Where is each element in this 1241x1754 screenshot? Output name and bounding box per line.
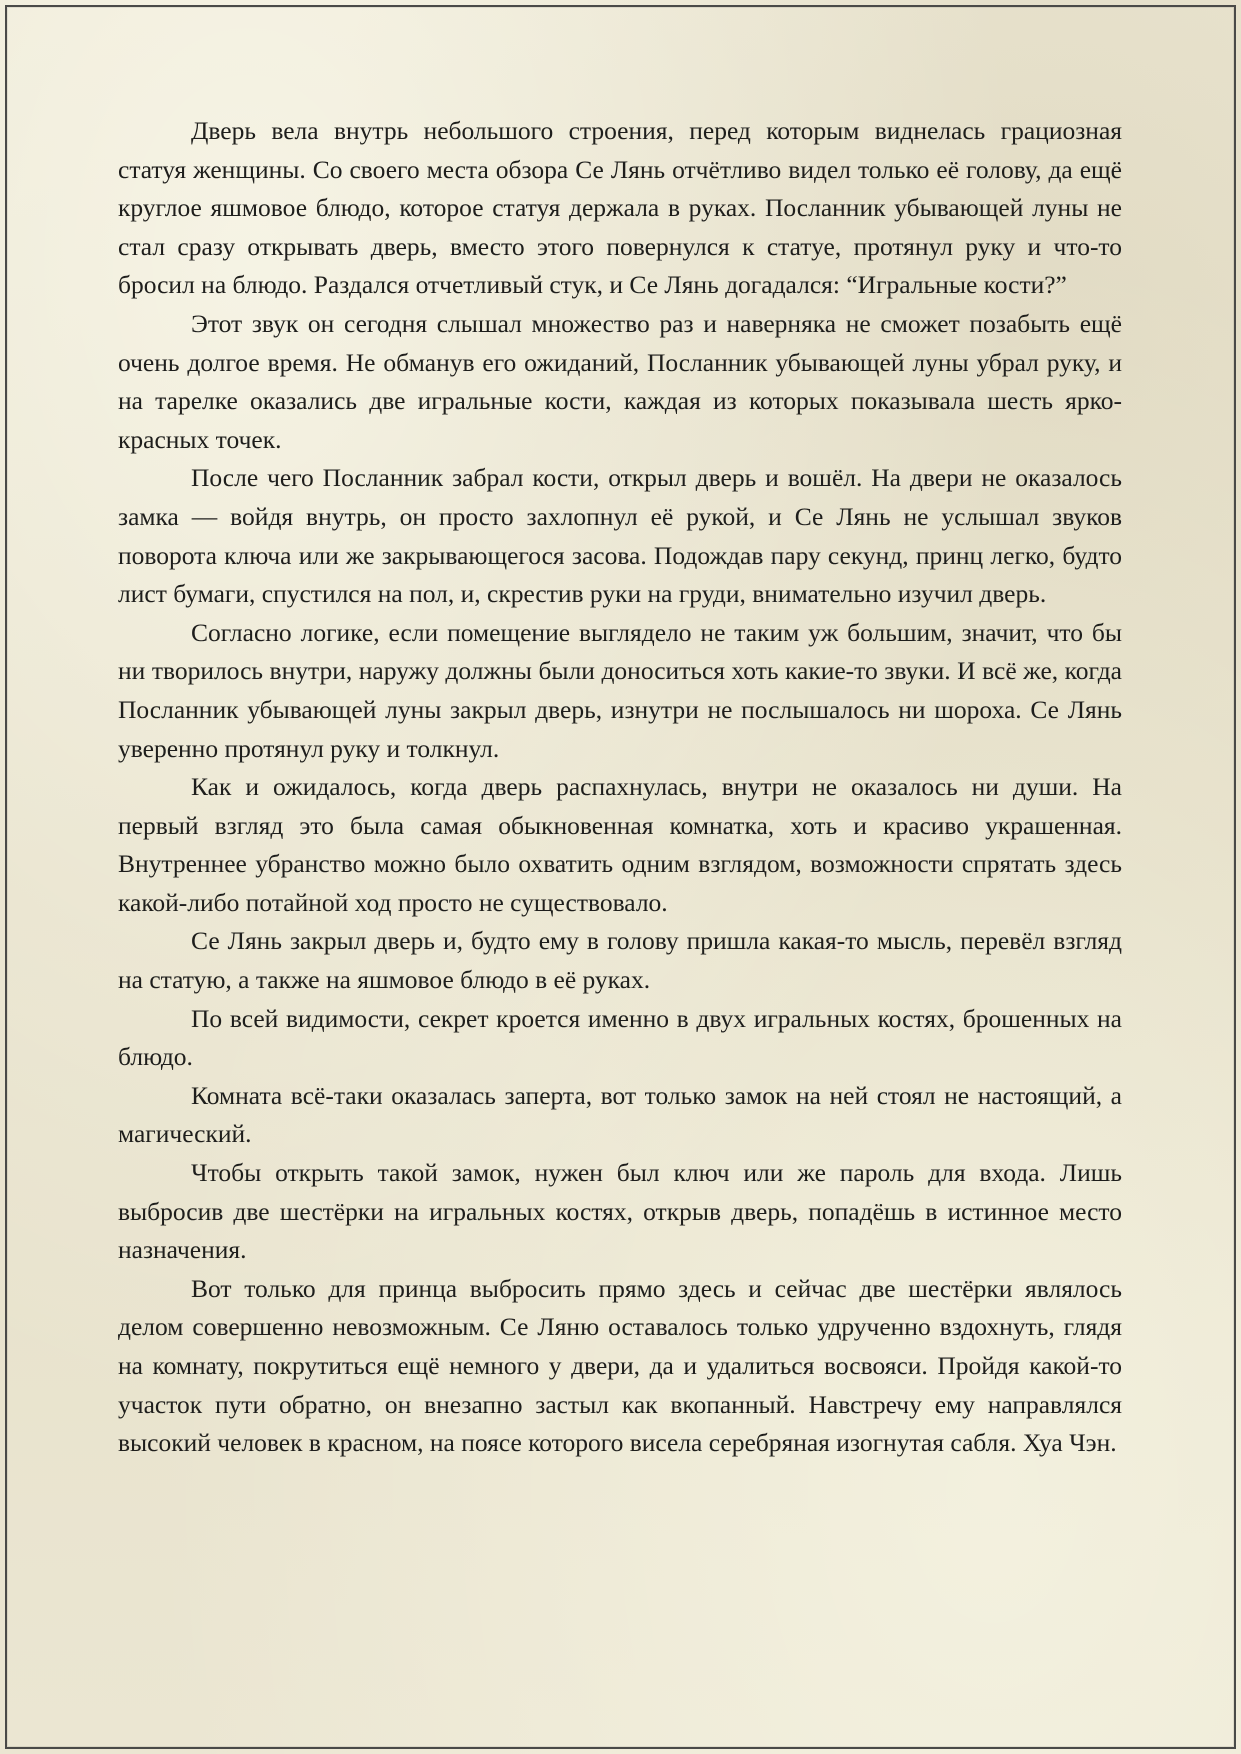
paragraph-10: Вот только для принца выбросить прямо здесь и сейчас две шестёрки являлось делом совершенно невозможным. Се Ляню оставалось только удрученно вздохнуть, глядя на комнату, покрутиться ещё немного у двери, да и удалиться восвояси. Пройдя какой-то участок пути обратно, он внезапно застыл как вкопанный. Навстречу ему направлялся высокий человек в красном, на поясе которого висела серебряная изогнутая сабля. Хуа Чэн. [118,1273,1122,1458]
paragraph-8: Комната всё-таки оказалась заперта, вот только замок на ней стоял не настоящий, а магический. [118,1080,1122,1149]
paragraph-3: После чего Посланник забрал кости, открыл дверь и вошёл. На двери не оказалось замка — войдя внутрь, он просто захлопнул её рукой, и Се Лянь не услышал звуков поворота ключа или же закрывающегося засова. Подождав пару секунд, принц легко, будто лист бумаги, спустился на пол, и, скрестив руки на груди, внимательно изучил дверь. [118,463,1122,609]
paragraph-5: Как и ожидалось, когда дверь распахнулась, внутри не оказалось ни души. На первый взгляд это была самая обыкновенная комнатка, хоть и красиво украшенная. Внутреннее убранство можно было охватить одним взглядом, возможности спрятать здесь какой-либо потайной ход просто не существовало. [118,772,1122,917]
paragraph-4: Согласно логике, если помещение выглядело не таким уж большим, значит, что бы ни творилось внутри, наружу должны были доноситься хоть какие-то звуки. И всё же, когда Посланник убывающей луны закрыл дверь, изнутри не послышалось ни шороха. Се Лянь уверенно протянул руку и толкнул. [118,617,1122,763]
paragraph-6: Се Лянь закрыл дверь и, будто ему в голову пришла какая-то мысль, перевёл взгляд на статую, а также на яшмовое блюдо в её руках. [118,926,1122,995]
body-text [118,112,1122,1463]
paragraph-9: Чтобы открыть такой замок, нужен был ключ или же пароль для входа. Лишь выбросив две шестёрки на игральных костях, открыв дверь, попадёшь в истинное место назначения. [118,1158,1122,1265]
paragraph-2: Этот звук он сегодня слышал множество раз и наверняка не сможет позабыть ещё очень долгое время. Не обманув его ожиданий, Посланник убывающей луны убрал руку, и на тарелке оказались две игральные кости, каждая из которых показывала шесть ярко-красных точек. [118,308,1122,454]
paragraph-1: Дверь вела внутрь небольшого строения, перед которым виднелась грациозная статуя женщины. Со своего места обзора Се Лянь отчётливо видел только её голову, да ещё круглое яшмовое блюдо, которое статуя держала в руках. Посланник убывающей луны не стал сразу открывать дверь, вместо этого повернулся к статуе, протянул руку и что-то бросил на блюдо. Раздался отчетливый стук, и Се Лянь догадался: “Игральные кости?” [118,116,1122,300]
paragraph-7: По всей видимости, секрет кроется именно в двух игральных костях, брошенных на блюдо. [118,1003,1122,1072]
